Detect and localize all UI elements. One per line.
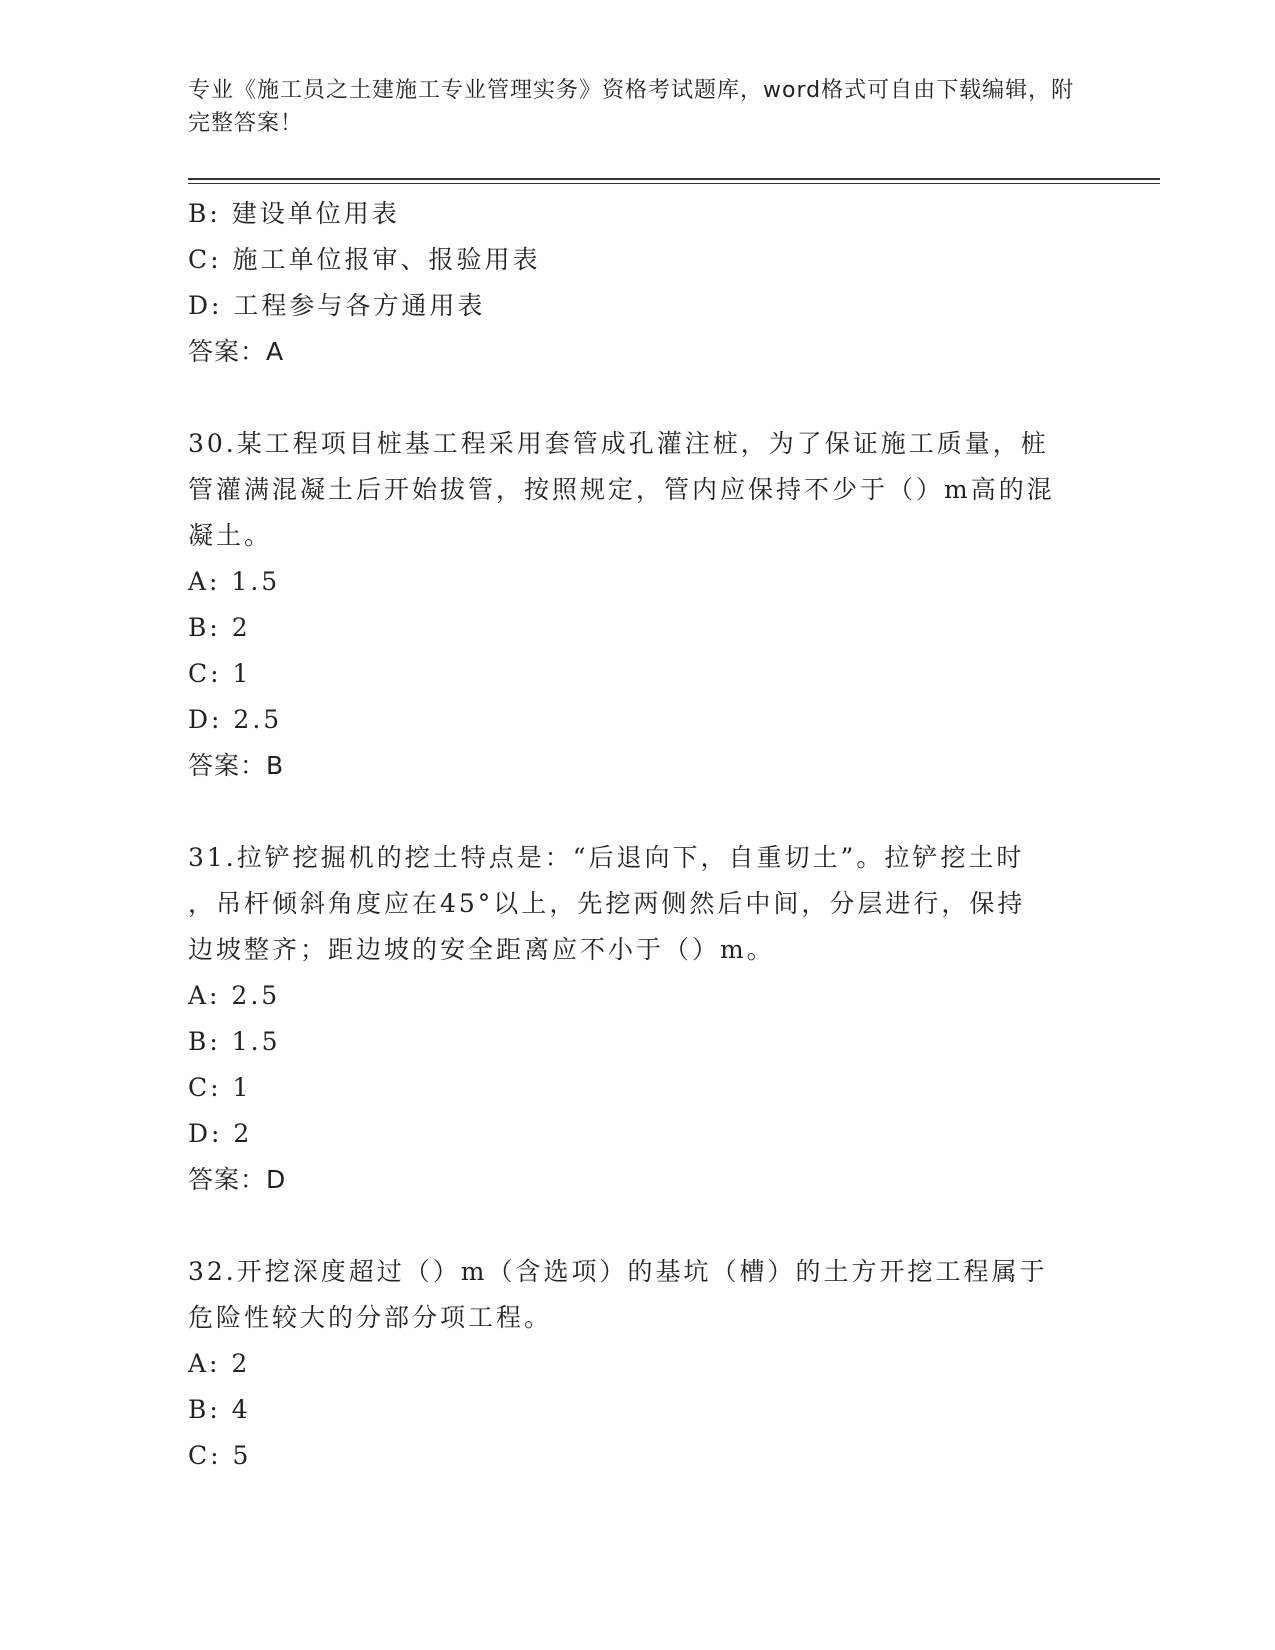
answer: 答案：B — [188, 751, 285, 780]
option-d: D: 2 — [188, 1119, 253, 1148]
answer: 答案：D — [188, 1165, 287, 1194]
question-text-line: ，吊杆倾斜角度应在45°以上，先挖两侧然后中间，分层进行，保持 — [188, 889, 1026, 918]
option-b: B: 4 — [188, 1395, 251, 1424]
option-c: C: 施工单位报审、报验用表 — [188, 245, 541, 274]
option-d: D: 工程参与各方通用表 — [188, 291, 486, 320]
question-text-line: 凝土。 — [188, 521, 273, 550]
question-text-line: 危险性较大的分部分项工程。 — [188, 1303, 553, 1332]
option-a: A: 2.5 — [188, 981, 281, 1010]
option-b: B: 建设单位用表 — [188, 199, 400, 228]
option-b: B: 2 — [188, 613, 251, 642]
option-a: A: 1.5 — [188, 567, 281, 596]
question-text-line: 管灌满混凝土后开始拔管，按照规定，管内应保持不少于（）m高的混 — [188, 475, 1055, 504]
header-divider — [188, 178, 1160, 180]
question-text-line: 边坡整齐；距边坡的安全距离应不小于（）m。 — [188, 935, 775, 964]
option-c: C: 1 — [188, 1073, 252, 1102]
question-30 — [188, 421, 1088, 789]
header-divider-thin — [188, 183, 1160, 184]
answer: 答案：A — [188, 337, 285, 366]
question-31 — [188, 835, 1088, 1203]
question-32 — [188, 1249, 1088, 1479]
question-text-line: 32.开挖深度超过（）m（含选项）的基坑（槽）的土方开挖工程属于 — [188, 1257, 1048, 1286]
option-b: B: 1.5 — [188, 1027, 281, 1056]
previous-question — [188, 191, 1088, 375]
option-a: A: 2 — [188, 1349, 251, 1378]
document-header: 专业《施工员之土建施工专业管理实务》资格考试题库，word格式可自由下载编辑，附完整答案！ — [188, 78, 1075, 136]
option-c: C: 1 — [188, 659, 252, 688]
option-d: D: 2.5 — [188, 705, 283, 734]
question-text-line: 31.拉铲挖掘机的挖土特点是：“后退向下，自重切土”。拉铲挖土时 — [188, 843, 1025, 872]
document-body — [188, 191, 1088, 1479]
question-text-line: 30.某工程项目桩基工程采用套管成孔灌注桩，为了保证施工质量，桩 — [188, 429, 1049, 458]
option-c: C: 5 — [188, 1441, 252, 1470]
